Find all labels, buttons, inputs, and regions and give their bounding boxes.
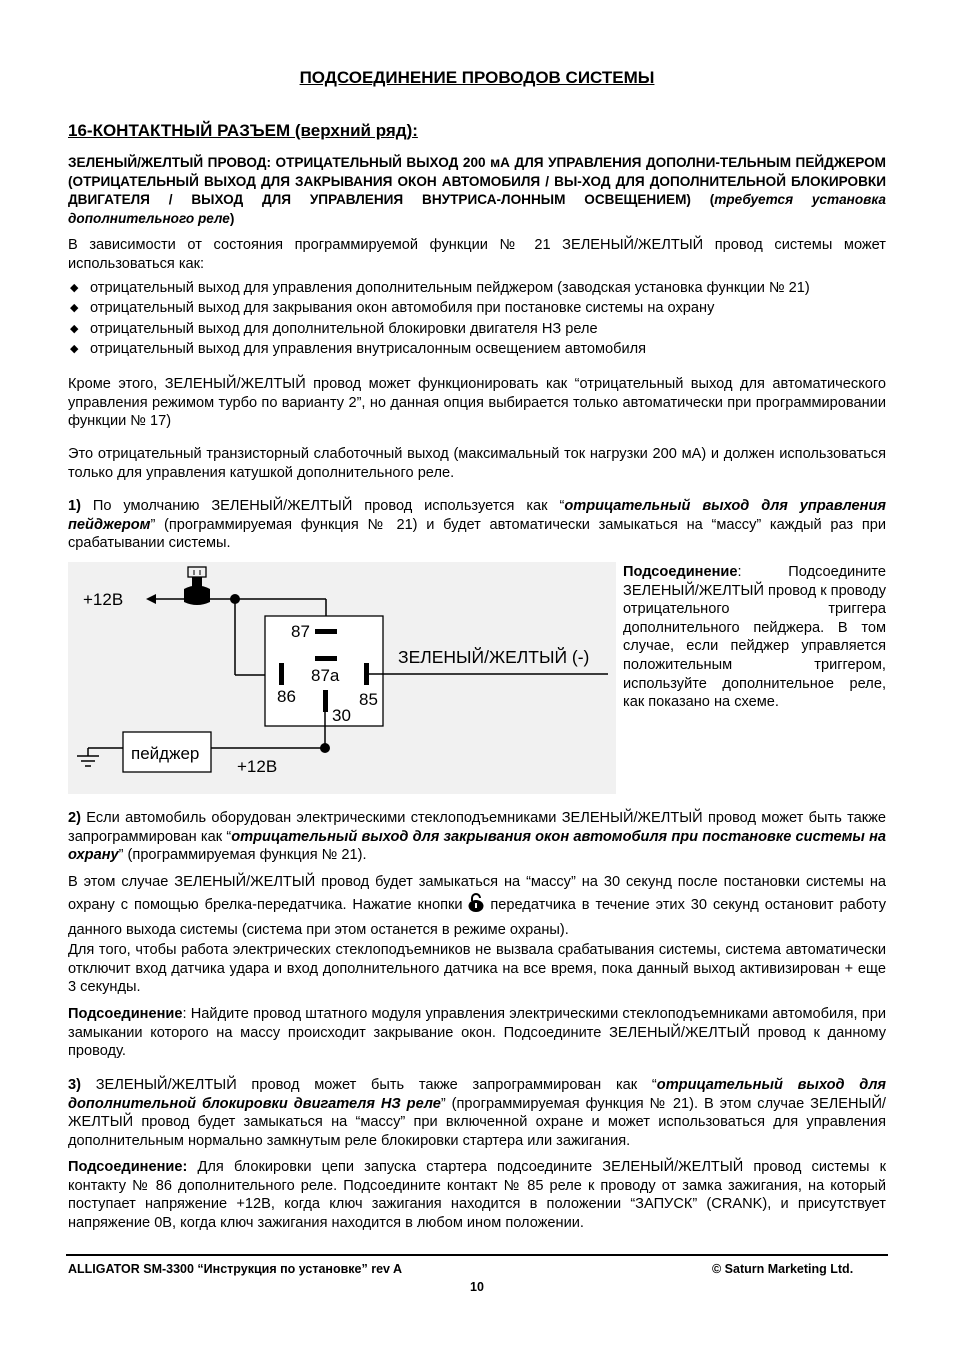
connection-1-paragraph: Подсоединение: Подсоедините ЗЕЛЕНЫЙ/ЖЕЛТЫЙ провод к проводу отрицательного триггера дополнительного пейджера. В том случае, если пейджер управляется положительным триггером, используйте дополнительное реле, как показано на схеме. — [623, 564, 886, 711]
item-2-emphasis: отрицательный выход для закрывания окон автомобиля при постановке системы на охрану — [68, 828, 886, 864]
pin-30-label: 30 — [332, 706, 351, 725]
page-number: 10 — [470, 1280, 484, 1294]
page-title: ПОДСОЕДИНЕНИЕ ПРОВОДОВ СИСТЕМЫ — [299, 68, 655, 87]
item-2-paragraph: 2) Если автомобиль оборудован электрическими стеклоподъемниками ЗЕЛЕНЫЙ/ЖЕЛТЫЙ провод может быть также запрограммирован как “отрицательный выход для закрывания окон автомобиля при постановке системы на охрану” (программируемая функция № 21). — [68, 810, 886, 864]
pin-30-contact — [323, 690, 328, 712]
item-1-emphasis: отрицательный выход для управления пейджером — [68, 498, 886, 533]
wire-heading-end: ) — [229, 211, 235, 227]
wire-heading — [68, 154, 886, 229]
pin-85-label: 85 — [359, 690, 378, 709]
pager-label: пейджер — [131, 744, 200, 763]
item-2b-paragraph: В этом случае ЗЕЛЕНЫЙ/ЖЕЛТЫЙ провод будет замыкаться на “массу” на 30 секунд после постановки системы на охрану с помощью брелка-передатчика. Нажатие кнопки передатчика в течение этих 30 секунд остановит работу данного выхода системы (система при этом останется в режиме охраны). — [68, 874, 886, 938]
connection-3-label: Подсоединение: — [68, 1159, 188, 1175]
item-3-paragraph: 3) ЗЕЛЕНЫЙ/ЖЕЛТЫЙ провод может быть также запрограммирован как “отрицательный выход для дополнительной блокировки двигателя НЗ реле” (программируемая функция № 21). В этом случае ЗЕЛЕНЫЙ/ЖЕЛТЫЙ провод будет замыкаться на “массу” при включенной охране и может использоваться для управления дополнительным нормально замкнутым реле блокировки стартера или зажигания. — [68, 1077, 887, 1150]
unlock-button-icon — [468, 893, 484, 919]
connection-1-label: Подсоединение — [623, 564, 738, 580]
wire-heading-main: ЗЕЛЕНЫЙ/ЖЕЛТЫЙ ПРОВОД: ОТРИЦАТЕЛЬНЫЙ ВЫХОД 200 мА ДЛЯ УПРАВЛЕНИЯ ДОПОЛНИ-ТЕЛЬНЫМ ПЕЙДЖЕРОМ (ОТРИЦАТЕЛЬНЫЙ ВЫХОД ДЛЯ ЗАКРЫВАНИЯ ОКОН АВТОМОБИЛЯ / ВЫ-ХОД ДЛЯ ДОПОЛНИТЕЛЬНОЙ БЛОКИРОВКИ ДВИГАТЕЛЯ / ВЫХОД ДЛЯ УПРАВЛЕНИЯ ВНУТРИСА-ЛОННЫМ ОСВЕЩЕНИЕМ) ( — [68, 155, 886, 208]
list-item: ◆ отрицательный выход для управления внутрисалонным освещением автомобиля — [68, 339, 886, 359]
pin-86-contact — [279, 663, 284, 685]
wire-label: ЗЕЛЕНЫЙ/ЖЕЛТЫЙ (-) — [398, 647, 590, 667]
pin-87a-contact — [315, 656, 337, 661]
turbo-paragraph: Кроме этого, ЗЕЛЕНЫЙ/ЖЕЛТЫЙ провод может функционировать как “отрицательный выход для автоматического управления режимом турбо по варианту 2”, но данная опция выбирается только автоматически при программировании функции № 17) — [68, 376, 886, 430]
usage-list — [68, 278, 886, 359]
relay-wiring-diagram — [68, 562, 616, 794]
connection-3-paragraph: Подсоединение: Для блокировки цепи запуска стартера подсоедините ЗЕЛЕНЫЙ/ЖЕЛТЫЙ провод системы к контакту № 86 дополнительного реле. Подсоедините контакт № 85 реле к проводу от замка зажигания, на который поступает напряжение +12В, когда ключ зажигания находится в положении “ЗАПУСК” (CRANK), и присутствует напряжение 0В, когда ключ зажигания находится в любом ином положении. — [68, 1159, 886, 1232]
plus-12v-top-label: +12В — [83, 590, 124, 609]
diamond-bullet-icon: ◆ — [70, 282, 79, 294]
wire-heading-italic: требуется установка дополнительного реле — [68, 192, 886, 227]
diamond-bullet-icon: ◆ — [70, 302, 79, 315]
pin-87-label: 87 — [291, 622, 310, 641]
list-item: ◆ отрицательный выход для управления дополнительным пейджером (заводская установка функции № 21) — [68, 278, 886, 298]
pin-87-contact — [315, 629, 337, 634]
connection-2-paragraph: Подсоединение: Найдите провод штатного модуля управления электрическими стеклоподъемниками автомобиля, при замыкании которого на массу происходит закрывание окон. Подсоедините ЗЕЛЕНЫЙ/ЖЕЛТЫЙ провод к данному проводу. — [68, 1006, 886, 1060]
intro-paragraph: В зависимости от состояния программируемой функции № 21 ЗЕЛЕНЫЙ/ЖЕЛТЫЙ провод системы может использоваться как: — [68, 237, 886, 272]
pin-86-label: 86 — [277, 687, 296, 706]
plus-12v-bottom-label: +12В — [237, 757, 278, 776]
item-1-number: 1) — [68, 498, 81, 514]
item-3-number: 3) — [68, 1077, 81, 1093]
footer-title: ALLIGATOR SM-3300 “Инструкция по установке” rev A — [68, 1262, 403, 1276]
diamond-bullet-icon: ◆ — [70, 342, 79, 355]
pin-85-contact — [364, 663, 369, 685]
footer-divider — [66, 1254, 888, 1256]
list-item: ◆ отрицательный выход для закрывания окон автомобиля при постановке системы на охрану — [68, 298, 886, 318]
connection-2-label: Подсоединение — [68, 1006, 183, 1022]
item-2c-paragraph: Для того, чтобы работа электрических стеклоподъемников не вызвала срабатывания системы, система автоматически отключит вход датчика удара и вход дополнительного датчика на все время, пока данный выход активизирован + еще 3 секунды. — [68, 942, 886, 996]
transistor-paragraph: Это отрицательный транзисторный слаботочный выход (максимальный ток нагрузки 200 мА) и должен использоваться только для управления катушкой дополнительного реле. — [68, 446, 886, 481]
section-title: 16-КОНТАКТНЫЙ РАЗЪЕМ (верхний ряд): — [68, 121, 418, 140]
item-2-number: 2) — [68, 810, 81, 826]
footer-copyright: © Saturn Marketing Ltd. — [712, 1262, 854, 1276]
item-3-emphasis: отрицательный выход для дополнительной блокировки двигателя НЗ реле — [68, 1077, 887, 1112]
list-item: ◆ отрицательный выход для дополнительной блокировки двигателя НЗ реле — [68, 319, 886, 339]
diamond-bullet-icon: ◆ — [70, 322, 79, 335]
item-1-paragraph: 1) По умолчанию ЗЕЛЕНЫЙ/ЖЕЛТЫЙ провод используется как “отрицательный выход для управления пейджером” (программируемая функция № 21) и будет автоматически замыкаться на “массу” каждый раз при срабатывании системы. — [68, 498, 886, 552]
pin-87a-label: 87a — [311, 666, 340, 685]
